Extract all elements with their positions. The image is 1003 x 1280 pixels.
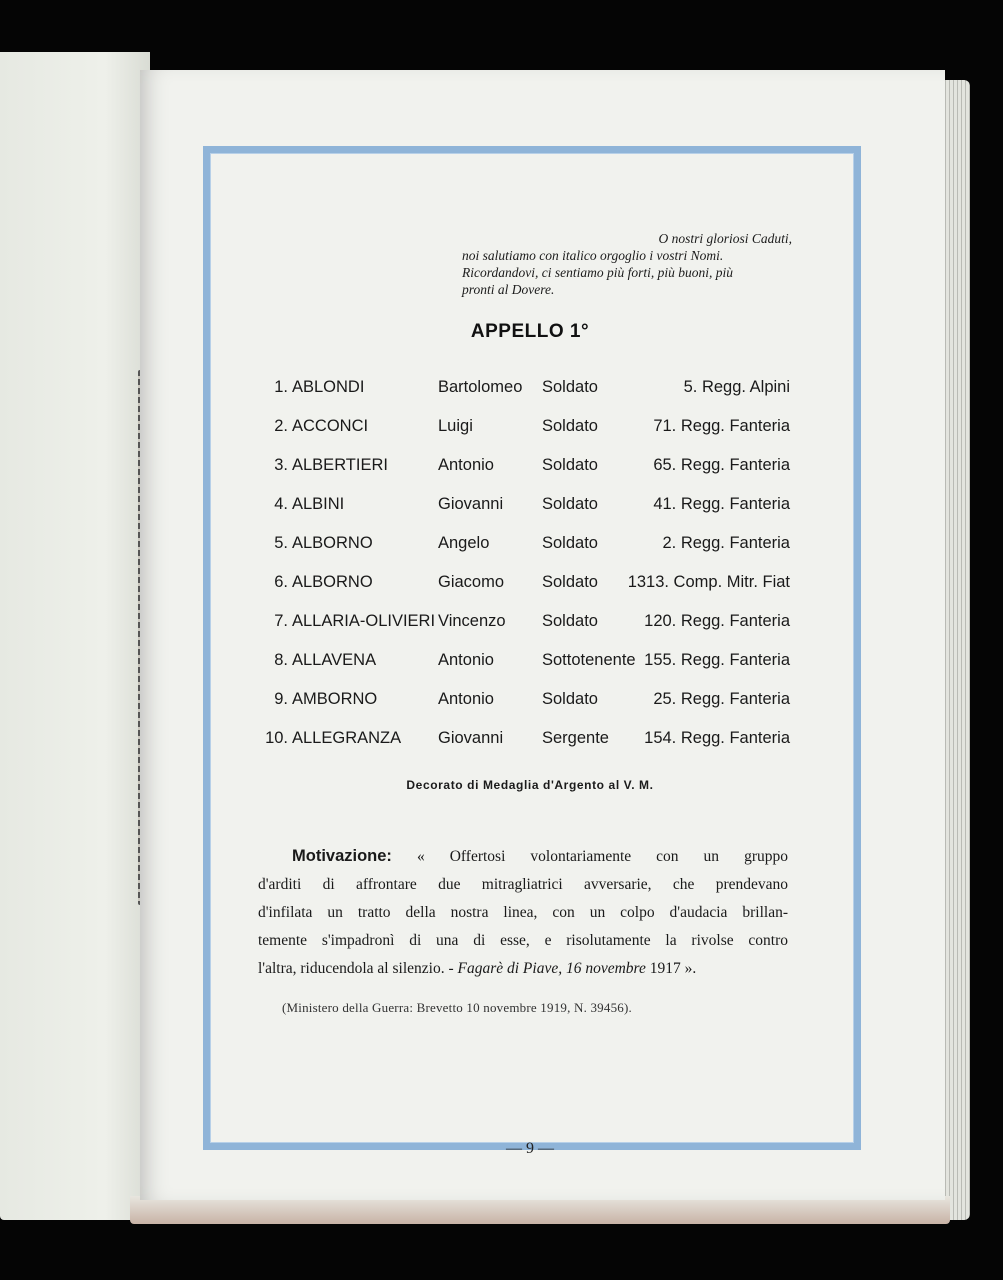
roll-unit: 41. Regg. Fanteria — [653, 495, 790, 513]
roll-unit: 154. Regg. Fanteria — [644, 729, 790, 747]
roll-row — [252, 456, 802, 480]
roll-rank: Soldato — [542, 378, 598, 396]
roll-unit: 71. Regg. Fanteria — [653, 417, 790, 435]
roll-rank: Soldato — [542, 573, 598, 591]
motivation-label: Motivazione: — [292, 847, 392, 865]
roll-rank: Sergente — [542, 729, 609, 747]
roll-surname: ALBINI — [292, 495, 345, 513]
roll-unit: 2. Regg. Fanteria — [662, 534, 790, 552]
motivation-line — [258, 842, 788, 871]
roll-number: 2. — [274, 417, 288, 435]
roll-first-name: Giovanni — [438, 495, 504, 513]
roll-surname: ALLAVENA — [292, 651, 377, 669]
motivation-line — [258, 955, 788, 983]
roll-rank: Soldato — [542, 495, 598, 513]
roll-first-name: Antonio — [438, 651, 494, 669]
roll-unit: 1313. Comp. Mitr. Fiat — [627, 573, 790, 591]
ministry-reference: (Ministero della Guerra: Brevetto 10 novembre 1919, N. 39456). — [282, 1000, 632, 1015]
page-title: APPELLO 1° — [470, 321, 590, 342]
roll-surname: ALBERTIERI — [292, 456, 388, 474]
roll-first-name: Angelo — [438, 534, 490, 552]
roll-number: 3. — [274, 456, 288, 474]
roll-row — [252, 612, 802, 636]
roll-unit: 5. Regg. Alpini — [683, 378, 790, 396]
epigraph — [462, 230, 792, 298]
roll-rank: Soldato — [542, 417, 598, 435]
roll-first-name: Giovanni — [438, 729, 504, 747]
roll-number: 6. — [274, 573, 288, 591]
roll-unit: 155. Regg. Fanteria — [644, 651, 790, 669]
roll-surname: ACCONCI — [292, 417, 369, 435]
roll-number: 10. — [265, 729, 288, 747]
roll-row — [252, 573, 802, 597]
motivation-line: d'infilata un tratto della nostra linea, con un colpo d'audacia brillan- — [258, 904, 788, 921]
decoration-note: Decorato di Medaglia d'Argento al V. M. — [406, 778, 654, 792]
epigraph-line: Ricordandovi, ci sentiamo più forti, più buoni, più — [462, 265, 733, 280]
roll-first-name: Vincenzo — [438, 612, 506, 630]
roll-row — [252, 651, 802, 675]
roll-row — [252, 534, 802, 558]
roll-row — [252, 729, 802, 753]
roll-rank: Sottotenente — [542, 651, 636, 669]
roll-surname: ALBORNO — [292, 534, 373, 552]
roll-first-name: Bartolomeo — [438, 378, 523, 396]
roll-row — [252, 417, 802, 441]
roll-row — [252, 378, 802, 402]
motivation-paragraph — [258, 842, 788, 983]
roll-rank: Soldato — [542, 534, 598, 552]
roll-unit: 120. Regg. Fanteria — [644, 612, 790, 630]
roll-surname: ALBORNO — [292, 573, 373, 591]
page-edges-bottom — [130, 1196, 950, 1224]
roll-surname: ALLARIA-OLIVIERI — [292, 612, 436, 630]
left-page — [0, 52, 150, 1220]
roll-unit: 25. Regg. Fanteria — [653, 690, 790, 708]
roll-rank: Soldato — [542, 456, 598, 474]
roll-surname: ABLONDI — [292, 378, 365, 396]
roll-first-name: Antonio — [438, 456, 494, 474]
roll-rank: Soldato — [542, 690, 598, 708]
roll-number: 5. — [274, 534, 288, 552]
motivation-text: « Offertosi volontariamente con un gruppo — [416, 848, 788, 865]
page-number: — 9 — — [506, 1140, 554, 1157]
roll-number: 9. — [274, 690, 288, 708]
roll-number: 8. — [274, 651, 288, 669]
motivation-place-date: Fagarè di Piave, 16 novembre — [457, 960, 646, 977]
epigraph-line: noi salutiamo con italico orgoglio i vostri Nomi. — [462, 248, 724, 263]
roll-unit: 65. Regg. Fanteria — [653, 456, 790, 474]
roll-first-name: Antonio — [438, 690, 494, 708]
motivation-text: l'altra, riducendola al silenzio. - — [258, 960, 454, 977]
roll-first-name: Giacomo — [438, 573, 505, 591]
motivation-line: d'arditi di affrontare due mitragliatrici avversarie, che prendevano — [258, 876, 788, 893]
roll-rank: Soldato — [542, 612, 598, 630]
motivation-text: 1917 ». — [649, 960, 697, 977]
roll-number: 4. — [274, 495, 288, 513]
roll-row — [252, 690, 802, 714]
motivation-line: temente s'impadronì di una di esse, e risolutamente la rivolse contro — [258, 932, 788, 949]
epigraph-line: pronti al Dovere. — [462, 282, 555, 297]
roll-surname: AMBORNO — [292, 690, 378, 708]
roll-surname: ALLEGRANZA — [292, 729, 402, 747]
roll-first-name: Luigi — [438, 417, 473, 435]
roll-row — [252, 495, 802, 519]
roll-number: 7. — [274, 612, 288, 630]
epigraph-line: O nostri gloriosi Caduti, — [658, 231, 792, 246]
roll-number: 1. — [274, 378, 288, 396]
